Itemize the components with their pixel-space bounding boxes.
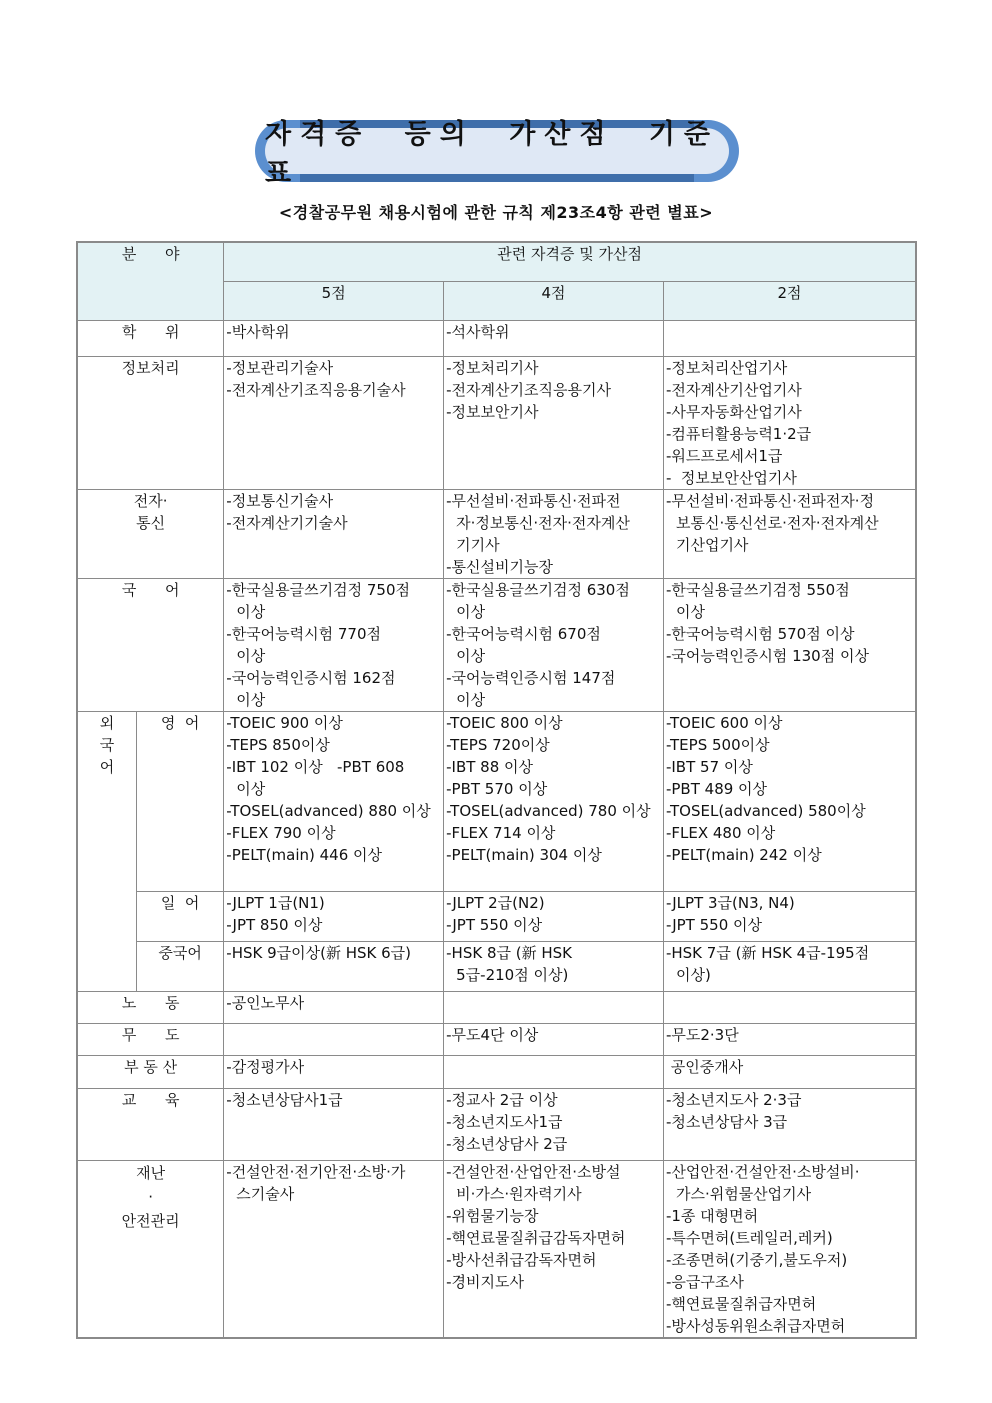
category-label: 학 위 (121, 322, 180, 341)
list-item: -건설안전·전기안전·소방·가 (226, 1162, 406, 1181)
category-label: 국 어 (121, 580, 180, 599)
category-cell (77, 356, 224, 489)
list-item: -1종 대형면허 (665, 1206, 759, 1225)
cell-2-points (663, 320, 916, 356)
list-item: -핵연료물질취급자면허 (665, 1294, 817, 1313)
list-item: -IBT 88 이상 (446, 757, 534, 776)
list-item: -한국어능력시험 570점 이상 (665, 624, 855, 643)
list-item: -PBT 489 이상 (665, 779, 768, 798)
list-item: -석사학위 (446, 322, 510, 341)
list-item: -PELT(main) 304 이상 (446, 845, 602, 864)
list-item: -청소년지도사 2·3급 (665, 1090, 802, 1109)
cell-5-points (224, 1023, 444, 1055)
list-item: -워드프로세서1급 (665, 446, 783, 465)
list-item: 보통신·통신선로·전자·전자계산 (675, 513, 879, 532)
list-item: - 정보보안산업기사 (665, 468, 797, 487)
cell-4-points (444, 891, 664, 941)
cell-5-points (224, 991, 444, 1023)
list-item: 이상 (456, 602, 486, 621)
bonus-points-table (76, 241, 917, 1339)
subcategory-cell (136, 711, 223, 891)
list-item: 이상 (236, 602, 266, 621)
cell-2-points (663, 489, 916, 578)
list-item: -정보관리기술사 (226, 358, 334, 377)
list-item: -조종면허(기중기,불도우저) (665, 1250, 848, 1269)
list-item: 비·가스·원자력기사 (456, 1184, 582, 1203)
list-item: -한국실용글쓰기검정 630점 (446, 580, 630, 599)
table-row (77, 1023, 916, 1055)
table-row (77, 941, 916, 991)
cell-2-points (663, 1023, 916, 1055)
cell-4-points (444, 320, 664, 356)
table-row (77, 1088, 916, 1160)
category-cell (77, 1055, 224, 1088)
table-row (77, 1055, 916, 1088)
list-item: -PELT(main) 446 이상 (226, 845, 382, 864)
title-pill (265, 119, 729, 189)
list-item: -PBT 570 이상 (446, 779, 548, 798)
subcategory-label: 일 어 (160, 893, 200, 912)
cell-4-points (444, 356, 664, 489)
list-item: -TOEIC 600 이상 (665, 713, 783, 732)
list-item: -전자계산기조직응용기술사 (226, 380, 406, 399)
list-item: -정보처리산업기사 (665, 358, 788, 377)
list-item: -JPT 550 이상 (665, 915, 762, 934)
table-row (77, 356, 916, 489)
list-item: 이상) (675, 965, 711, 984)
list-item: -핵연료물질취급감독자면허 (446, 1228, 626, 1247)
list-item: 가스·위험물산업기사 (675, 1184, 812, 1203)
cell-4-points (444, 711, 664, 891)
cell-5-points (224, 578, 444, 711)
category-label: 국 (99, 735, 115, 754)
cell-2-points (663, 578, 916, 711)
list-item: -국어능력인증시험 162점 (226, 668, 396, 687)
category-label: 안전관리 (121, 1211, 180, 1230)
table-row (77, 711, 916, 891)
list-item: -TOSEL(advanced) 880 이상 (226, 801, 431, 820)
category-label: 부 동 산 (124, 1057, 178, 1076)
list-item: -사무자동화산업기사 (665, 402, 802, 421)
cell-4-points (444, 1088, 664, 1160)
list-item: -PELT(main) 242 이상 (665, 845, 822, 864)
subcategory-cell (136, 891, 223, 941)
header-2-points: 2점 (663, 281, 916, 320)
cell-5-points (224, 320, 444, 356)
list-item: -컴퓨터활용능력1·2급 (665, 424, 812, 443)
header-5-points: 5점 (224, 281, 444, 320)
list-item: -청소년상담사1급 (226, 1090, 343, 1109)
cell-2-points (663, 941, 916, 991)
list-item: -건설안전·산업안전·소방설 (446, 1162, 621, 1181)
cell-4-points (444, 991, 664, 1023)
table-row (77, 489, 916, 578)
table-row (77, 891, 916, 941)
subcategory-label: 중국어 (158, 943, 202, 962)
list-item: -정보처리기사 (446, 358, 539, 377)
list-item: 이상 (236, 690, 266, 709)
list-item: -IBT 57 이상 (665, 757, 753, 776)
category-cell (77, 1088, 224, 1160)
cell-5-points (224, 1055, 444, 1088)
list-item: -무선설비·전파통신·전파전자·정 (665, 491, 875, 510)
cell-2-points (663, 991, 916, 1023)
list-item: -정교사 2급 이상 (446, 1090, 558, 1109)
category-label: 노 동 (121, 993, 180, 1012)
header-4-points: 4점 (444, 281, 664, 320)
list-item: -JPT 850 이상 (226, 915, 323, 934)
list-item: -한국어능력시험 670점 (446, 624, 601, 643)
list-item: -정보보안기사 (446, 402, 539, 421)
category-cell (77, 578, 224, 711)
cell-4-points (444, 1055, 664, 1088)
list-item: -TEPS 720이상 (446, 735, 550, 754)
cell-2-points (663, 1055, 916, 1088)
category-cell (77, 489, 224, 578)
list-item: -HSK 7급 (新 HSK 4급-195점 (665, 943, 870, 962)
list-item: -한국어능력시험 770점 (226, 624, 382, 643)
category-label: 교 육 (121, 1090, 180, 1109)
category-label: 어 (99, 757, 115, 776)
table-row (77, 991, 916, 1023)
subcategory-cell (136, 941, 223, 991)
list-item: -경비지도사 (446, 1272, 524, 1291)
category-cell (77, 991, 224, 1023)
list-item: 자·정보통신·전자·전자계산 (456, 513, 630, 532)
cell-5-points (224, 1160, 444, 1338)
subcategory-label: 영 어 (160, 713, 200, 732)
list-item: -TOEIC 800 이상 (446, 713, 563, 732)
list-item: 이상 (236, 779, 266, 798)
list-item: 5급-210점 이상) (456, 965, 569, 984)
category-label: 통신 (136, 513, 166, 532)
list-item: -TOSEL(advanced) 780 이상 (446, 801, 651, 820)
cell-4-points (444, 1160, 664, 1338)
list-item: -FLEX 790 이상 (226, 823, 336, 842)
list-item: -청소년지도사1급 (446, 1112, 563, 1131)
cell-2-points (663, 711, 916, 891)
category-cell (77, 1023, 224, 1055)
list-item: -전자계산기산업기사 (665, 380, 802, 399)
list-item: 이상 (675, 602, 705, 621)
table-row (77, 578, 916, 711)
list-item: -무도2·3단 (665, 1025, 739, 1044)
header-field-label: 분 야 (121, 245, 180, 263)
list-item: -감정평가사 (226, 1057, 305, 1076)
category-label: 재난 (136, 1163, 166, 1182)
cell-2-points (663, 356, 916, 489)
page-title: 자격증 등의 가산점 기준표 (265, 119, 720, 189)
list-item: -통신설비기능장 (446, 557, 553, 576)
cell-5-points (224, 941, 444, 991)
cell-4-points (444, 578, 664, 711)
list-item: 이상 (456, 690, 486, 709)
cell-4-points (444, 1023, 664, 1055)
cell-4-points (444, 489, 664, 578)
category-label: 외 (99, 713, 115, 732)
list-item: -FLEX 714 이상 (446, 823, 556, 842)
category-label: 무 도 (121, 1025, 180, 1044)
list-item: -JLPT 1급(N1) (226, 893, 325, 912)
category-label: · (148, 1187, 154, 1206)
list-item: -HSK 9급이상(新 HSK 6급) (226, 943, 412, 962)
list-item: -IBT 102 이상 -PBT 608 (226, 757, 405, 776)
category-cell (77, 320, 224, 356)
category-cell-foreign (77, 711, 136, 991)
category-label: 정보처리 (121, 358, 180, 377)
cell-5-points (224, 711, 444, 891)
cell-4-points (444, 941, 664, 991)
list-item: -전자계산기조직응용기사 (446, 380, 611, 399)
header-group: 관련 자격증 및 가산점 (224, 242, 916, 281)
list-item: 이상 (236, 646, 266, 665)
list-item: -JPT 550 이상 (446, 915, 543, 934)
list-item: -산업안전·건설안전·소방설비· (665, 1162, 860, 1181)
list-item: 이상 (456, 646, 486, 665)
list-item: -JLPT 3급(N3, N4) (665, 893, 795, 912)
list-item: 기기사 (456, 535, 500, 554)
list-item: -한국실용글쓰기검정 750점 (226, 580, 410, 599)
cell-5-points (224, 891, 444, 941)
page-subtitle: <경찰공무원 채용시험에 관한 규칙 제23조4항 관련 별표> (278, 203, 714, 222)
list-item: -무도4단 이상 (446, 1025, 539, 1044)
cell-2-points (663, 1160, 916, 1338)
cell-5-points (224, 489, 444, 578)
category-label: 전자· (133, 491, 168, 510)
header-row (77, 242, 916, 281)
list-item: -HSK 8급 (新 HSK (446, 943, 573, 962)
list-item: -위험물기능장 (446, 1206, 539, 1225)
list-item: 공인중개사 (665, 1057, 744, 1076)
title-banner (255, 119, 739, 189)
list-item: -방사성동위원소취급자면허 (665, 1316, 846, 1335)
list-item: 스기술사 (236, 1184, 295, 1203)
list-item: -박사학위 (226, 322, 290, 341)
list-item: -JLPT 2급(N2) (446, 893, 545, 912)
category-cell (77, 1160, 224, 1338)
cell-5-points (224, 356, 444, 489)
list-item: -청소년상담사 3급 (665, 1112, 788, 1131)
list-item: -공인노무사 (226, 993, 305, 1012)
cell-5-points (224, 1088, 444, 1160)
list-item: -국어능력인증시험 130점 이상 (665, 646, 869, 665)
list-item: -TEPS 500이상 (665, 735, 770, 754)
list-item: -응급구조사 (665, 1272, 744, 1291)
list-item: -TOEIC 900 이상 (226, 713, 343, 732)
list-item: -무선설비·전파통신·전파전 (446, 491, 621, 510)
list-item: -TOSEL(advanced) 580이상 (665, 801, 866, 820)
header-field (77, 242, 224, 320)
list-item: -FLEX 480 이상 (665, 823, 776, 842)
cell-2-points (663, 891, 916, 941)
list-item: -TEPS 850이상 (226, 735, 330, 754)
list-item: -국어능력인증시험 147점 (446, 668, 616, 687)
list-item: -정보통신기술사 (226, 491, 334, 510)
list-item: -방사선취급감독자면허 (446, 1250, 597, 1269)
table-row (77, 1160, 916, 1338)
cell-2-points (663, 1088, 916, 1160)
table-row (77, 320, 916, 356)
list-item: -특수면허(트레일러,레커) (665, 1228, 833, 1247)
list-item: -한국실용글쓰기검정 550점 (665, 580, 850, 599)
list-item: -청소년상담사 2급 (446, 1134, 568, 1153)
list-item: -전자계산기기술사 (226, 513, 348, 532)
list-item: 기산업기사 (675, 535, 749, 554)
